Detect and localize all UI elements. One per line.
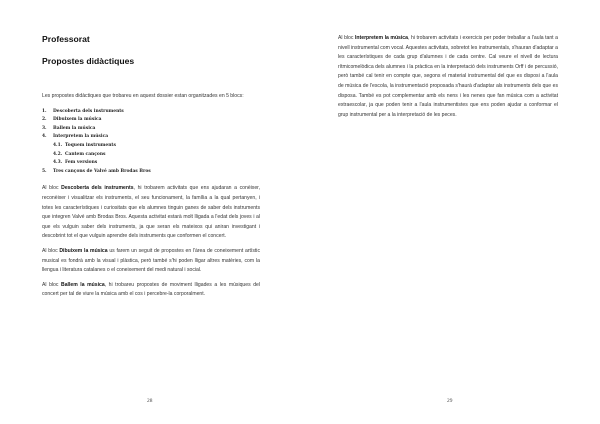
- paragraph-ballem: Al bloc Ballem la música, hi trobareu propostes de moviment lligades a les músiques del concert per tal de viure la música amb el cos i percebre-la corporalment.: [42, 281, 260, 298]
- paragraph-interpretem: Al bloc Interpretem la música, hi trobarem activitats i exercicis per poder treballar a l'aula tant a nivell instrumental com vocal. Aquestes activitats, sobretot les instrumentals, s'hauran d'adaptar a les característiques de cada grup d'alumnes i de cada centre. Cal veure el nivell de lectura rítmicomelòdica dels alumnes i la pràctica en la interpretació dels instruments Orff i de percussió, però també cal tenir en compte que, segons el material instrumental del que es disposi a l'aula de música de l'escola, la instrumentació proposada s'haurà d'adaptar als instruments dels que es disposa. També es pot complementar amb els nens i les nenes que fan música com a activitat extraescolar, ja que poden tenir a l'aula instrumentistes que ens poden ajudar a conformar el grup instrumental per a la interpretació de les peces.: [338, 35, 558, 118]
- list-item: 3. Ballem la música: [42, 125, 96, 131]
- paragraph-dibuixem: Al bloc Dibuixem la música us farem un seguit de propostes en l'àrea de coneixement artístic musical es fondrà amb la visual i plàstica, però també s'hi poden lligar altres matèries, com la llengua i literatura catalanes o el coneixement del medi natural i social.: [42, 247, 260, 274]
- left-column: [42, 34, 260, 305]
- section-title: Professorat: [42, 34, 90, 44]
- list-item: 1. Descoberta dels instruments: [42, 108, 124, 114]
- list-item: 4. Interpretem la música: [42, 134, 109, 140]
- right-page: [300, 0, 600, 424]
- page-number: 29: [447, 398, 453, 404]
- section-subtitle: Propostes didàctiques: [42, 56, 135, 66]
- paragraph-descoberta: Al bloc Descoberta dels instruments, hi trobarem activitats que ens ajudaran a conèixer, reconèixer i visualitzar els instruments, el seu funcionament, la família a la qual pertanyen, i totes les característiques i curiositats que els alumnes tinguin ganes de saber dels instruments que integren Valvé amb Brodas Bros. Aquesta activitat estarà molt lligada a l'edat dels joves i al que els vulguin saber dels instruments, ja que seran els mateixos qui aniran investigant i descobrint tot el que vulguin aprendre dels instruments que conformen el concert.: [42, 185, 260, 240]
- list-subitem: 4.1. Toquem instruments: [53, 142, 116, 148]
- list-item: 5. Tres cançons de Valvé amb Brodas Bros: [42, 168, 151, 174]
- list-subitem: 4.2. Cantem cançons: [53, 151, 106, 157]
- page-number: 28: [147, 398, 153, 404]
- right-column: [338, 34, 558, 125]
- blocks-list: [42, 108, 260, 177]
- list-item: 2. Dibuixem la música: [42, 117, 102, 123]
- intro-paragraph: Les propostes didàctiques que trobareu en aquest dossier estan organitzades en 5 blocs:: [42, 93, 244, 99]
- list-subitem: 4.3. Fem versions: [53, 160, 98, 166]
